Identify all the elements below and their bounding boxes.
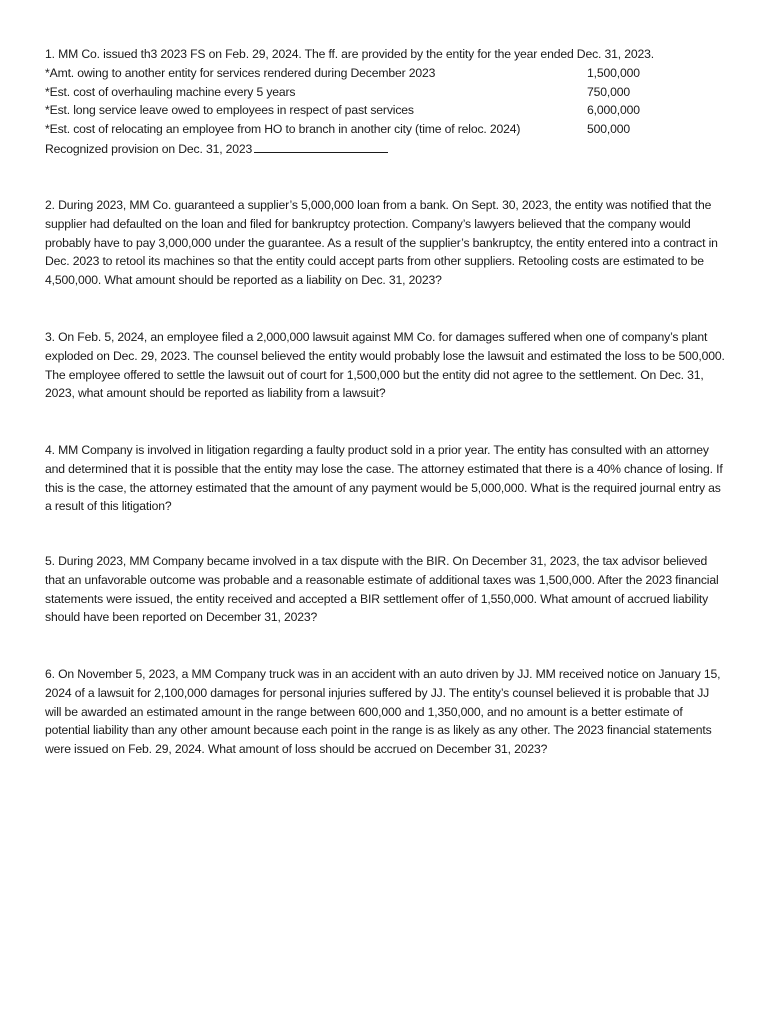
question-1-answer-line [45, 139, 725, 158]
item-label: *Amt. owing to another entity for services rendered during December 2023 [45, 65, 436, 80]
question-2 [45, 196, 725, 290]
question-3-text: 3. On Feb. 5, 2024, an employee filed a 2,000,000 lawsuit against MM Co. for damages suffered when one of company’s plant exploded on Dec. 29, 2023. The counsel believed the entity would probably lose the lawsuit and estimated the loss to be 500,000. The employee offered to settle the lawsuit out of court for 1,500,000 but the entity did not agree to the settlement. On Dec. 31, 2023, what amount should be reported as liability from a lawsuit? [45, 330, 725, 401]
item-label: *Est. cost of overhauling machine every 5 years [45, 84, 296, 99]
item-amount: 500,000 [587, 122, 631, 137]
answer-blank[interactable] [254, 139, 388, 153]
question-2-text: 2. During 2023, MM Co. guaranteed a supplier’s 5,000,000 loan from a bank. On Sept. 30, 2023, the entity was notified that the supplier had defaulted on the loan and filed for bankruptcy protection. Company’s lawyers believed that the company would probably have to pay 3,000,000 under the guarantee. As a result of the supplier’s bankruptcy, the entity entered into a contract in Dec. 2023 to retool its machines so that the entity could accept parts from other suppliers. Retooling costs are estimated to be 4,500,000. What amount should be reported as a liability on Dec. 31, 2023? [45, 198, 718, 288]
item-amount: 6,000,000 [587, 103, 640, 118]
item-amount: 1,500,000 [587, 65, 640, 80]
question-3 [45, 328, 725, 403]
question-1-item [45, 120, 725, 139]
item-label: *Est. cost of relocating an employee from HO to branch in another city (time of reloc. 2024) [45, 122, 521, 137]
item-amount: 750,000 [587, 84, 631, 99]
question-4 [45, 441, 725, 516]
question-4-text: 4. MM Company is involved in litigation regarding a faulty product sold in a prior year. The entity has consulted with an attorney and determined that it is possible that the entity may lose the case. The attorney estimated that there is a 40% chance of losing. If this is the case, the attorney estimated that the amount of any payment would be 5,000,000. What is the required journal entry as a result of this litigation? [45, 443, 723, 514]
question-1-item [45, 64, 725, 83]
answer-prompt: Recognized provision on Dec. 31, 2023 [45, 141, 253, 156]
question-5-text: 5. During 2023, MM Company became involved in a tax dispute with the BIR. On December 31, 2023, the tax advisor believed that an unfavorable outcome was probable and a reasonable estimate of additional taxes was 1,500,000. After the 2023 financial statements were issued, the entity received and accepted a BIR settlement offer of 1,550,000. What amount of accrued liability should have been reported on December 31, 2023? [45, 554, 719, 625]
question-6-text: 6. On November 5, 2023, a MM Company truck was in an accident with an auto driven by JJ. MM received notice on January 15, 2024 of a lawsuit for 2,100,000 damages for personal injuries suffered by JJ. The entity’s counsel believed it is probable that JJ will be awarded an estimated amount in the range between 600,000 and 1,350,000, and no amount is a better estimate of potential liability than any other amount because each point in the range is as likely as any other. The 2023 financial statements were issued on Feb. 29, 2024. What amount of loss should be accrued on December 31, 2023? [45, 667, 721, 757]
question-1 [45, 45, 725, 158]
item-label: *Est. long service leave owed to employees in respect of past services [45, 103, 414, 118]
question-5 [45, 552, 725, 627]
question-1-item [45, 101, 725, 120]
question-1-intro: 1. MM Co. issued th3 2023 FS on Feb. 29, 2024. The ff. are provided by the entity for the year ended Dec. 31, 2023. [45, 47, 654, 61]
question-1-item [45, 83, 725, 102]
question-6 [45, 665, 725, 759]
